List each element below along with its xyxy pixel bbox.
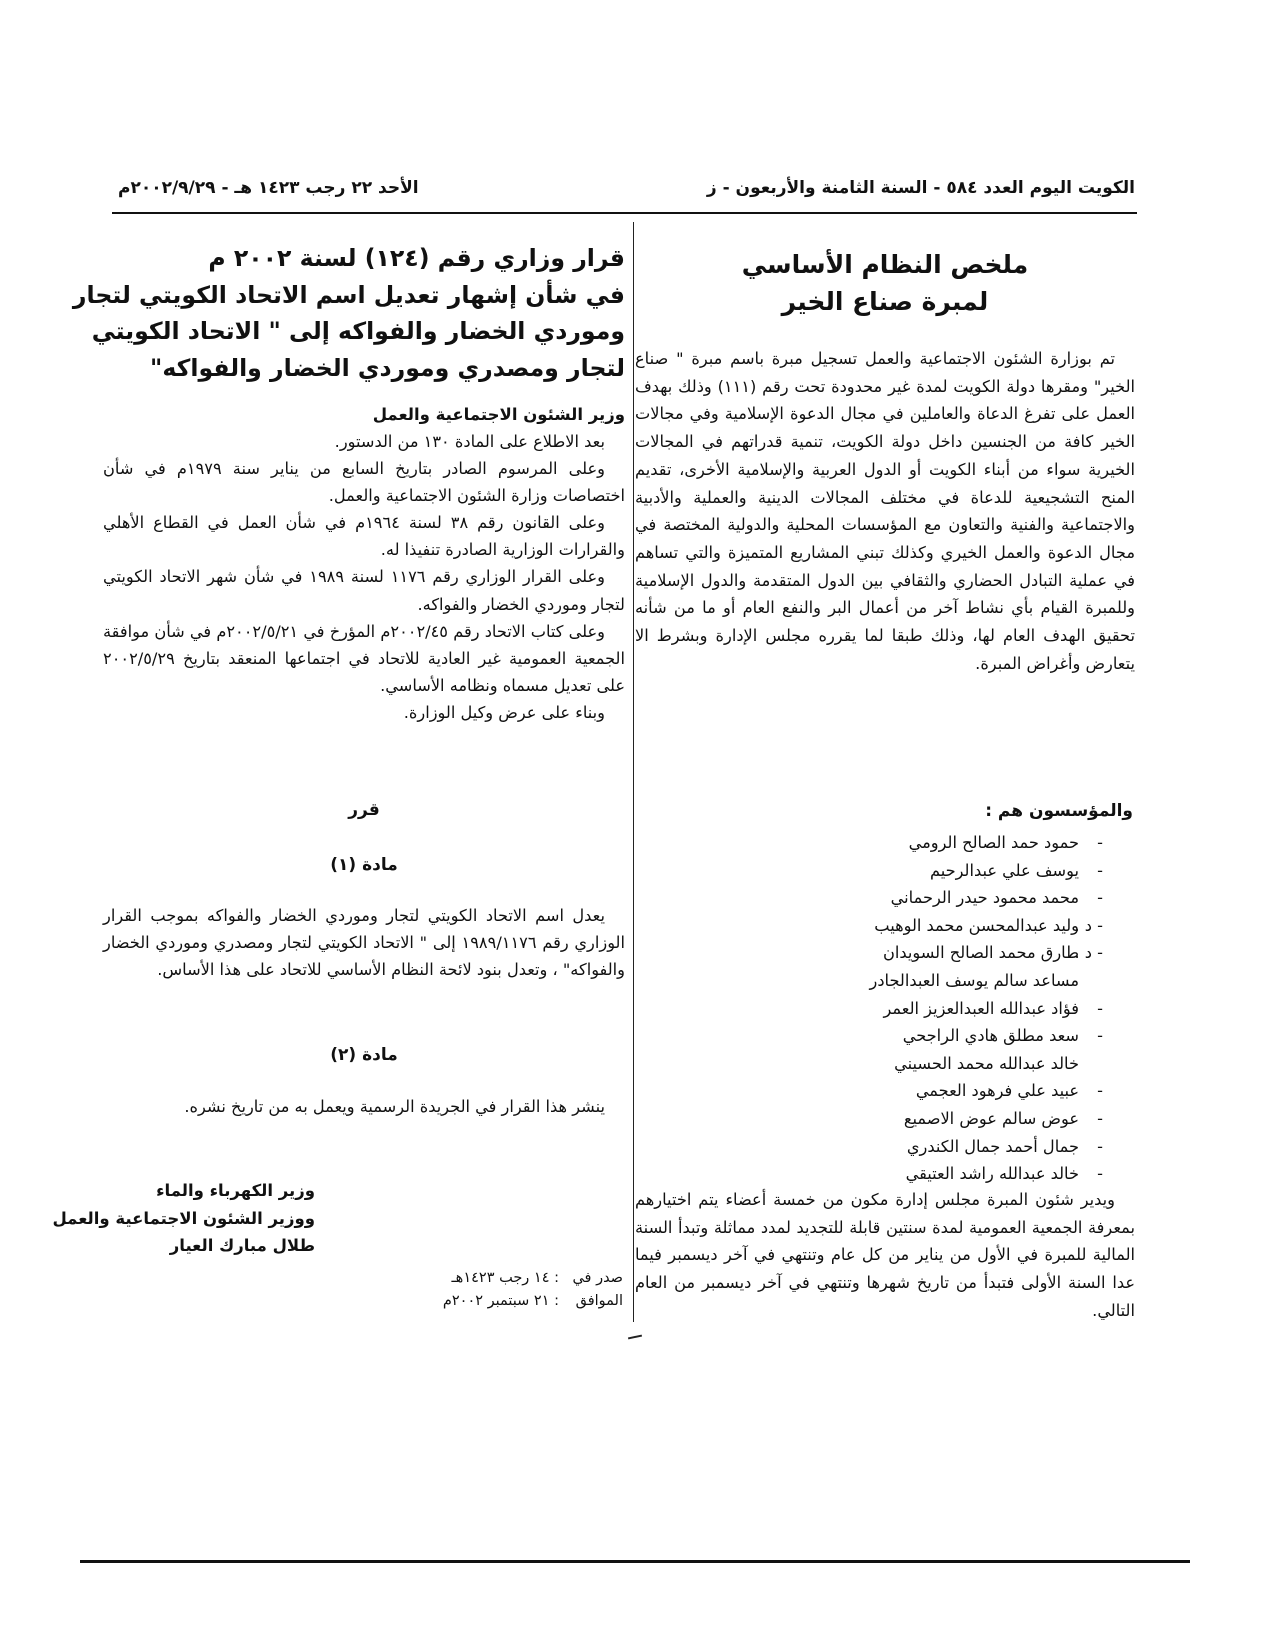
board-paragraph <box>635 1186 1135 1325</box>
preamble-clause: وعلى القانون رقم ٣٨ لسنة ١٩٦٤م في شأن العمل في القطاع الأهلي والقرارات الوزارية الصادرة تنفيذا له. <box>103 513 625 560</box>
issue-date: الأحد ٢٢ رجب ١٤٢٣ هـ - ٢٠٠٢/٩/٢٩م <box>118 178 419 198</box>
article-2-title: مادة (٢) <box>330 1045 398 1065</box>
preamble-clause: وبناء على عرض وكيل الوزارة. <box>403 702 605 722</box>
article-2-text: ينشر هذا القرار في الجريدة الرسمية ويعمل به من تاريخ نشره. <box>184 1097 605 1116</box>
decree-title-line: لتجار ومصدري وموردي الخضار والفواكه" <box>150 353 625 382</box>
list-item: - د .وليد عبدالمحسن محمد الوهيب <box>874 915 1103 935</box>
list-item: -سعد مطلق هادي الراجحي <box>902 1026 1103 1046</box>
column-divider <box>633 222 634 1322</box>
signature-block <box>52 1177 315 1260</box>
corresponding-row: الموافق: ٢١ سبتمبر ٢٠٠٢م <box>442 1293 623 1309</box>
signature-name: طلال مبارك العيار <box>169 1236 315 1255</box>
list-item: مساعد سالم يوسف العبدالجادر <box>869 970 1079 990</box>
header-divider <box>112 212 1137 214</box>
decree-title-line: قرار وزاري رقم (١٢٤) لسنة ٢٠٠٢ م <box>208 244 625 272</box>
list-item: -جمال أحمد جمال الكندري <box>906 1136 1103 1156</box>
preamble-clause: بعد الاطلاع على المادة ١٣٠ من الدستور. <box>334 432 605 451</box>
decree-preamble <box>103 428 625 726</box>
decree-title-line: في شأن إشهار تعديل اسم الاتحاد الكويتي لتجار <box>72 280 625 309</box>
list-item: خالد عبدالله محمد الحسيني <box>894 1053 1079 1073</box>
founders-heading: والمؤسسون هم : <box>985 801 1133 821</box>
summary-title <box>635 246 1135 320</box>
summary-paragraph: تم بوزارة الشئون الاجتماعية والعمل تسجيل مبرة باسم مبرة " صناع الخير" ومقرها دولة الكويت لمدة غير محدودة تحت رقم (١١١) وذلك بهدف العمل على تفرغ الدعاة والعاملين في مجال الدعوة الإسلامية وفي مجالات الخير كافة من الجنسين داخل دولة الكويت، تنمية قدراتهم في المجالات الخيرية سواء من أبناء الكويت أو الدول العربية والإسلامية الأخرى، تقديم المنح التشجيعية للدعاة في مختلف المجالات الدينية والعملية والأدبية والاجتماعية والفنية والتعاون مع المؤسسات المحلية والدولية المختصة في مجال الدعوة والعمل الخيري وكذلك تبني المشاريع المتميزة والتي تساهم في عملية التبادل الحضاري والثقافي بين الدول المتقدمة والدول الإسلامية وللمبرة القيام بأي نشاط آخر من أعمال البر والنفع العام أو ما من شأنه تحقيق الهدف العام لها، وذلك طبقا لما يقرره مجلس الإدارة وبشرط الا يتعارض وأغراض المبرة. <box>635 349 1135 673</box>
list-item: - د .طارق محمد الصالح السويدان <box>882 943 1103 963</box>
article-1-text: يعدل اسم الاتحاد الكويتي لتجار وموردي الخضار والفواكه بموجب القرار الوزاري رقم ١٩٨٩/١١٧٦ إلى " الاتحاد الكويتي لتجار ومصدري وموردي الخضار والفواكه" ، وتعدل بنود لائحة النظام الأساسي للاتحاد على هذا الأساس. <box>103 906 625 980</box>
list-item: -يوسف علي عبدالرحيم <box>929 860 1103 880</box>
decree-title <box>72 240 625 386</box>
article-1-body <box>103 902 625 983</box>
list-item: -خالد عبدالله راشد العتيقي <box>905 1164 1103 1184</box>
list-item: -عبيد علي فرهود العجمي <box>915 1081 1103 1101</box>
article-2-body <box>103 1093 625 1120</box>
list-item: -عوض سالم عوض الاصميع <box>903 1108 1103 1128</box>
preamble-clause: وعلى القرار الوزاري رقم ١١٧٦ لسنة ١٩٨٩ في شأن شهر الاتحاد الكويتي لتجار وموردي الخضار والفواكه. <box>103 567 625 614</box>
issue-dates <box>443 1267 623 1313</box>
summary-title-line1: ملخص النظام الأساسي <box>741 250 1029 279</box>
decree-title-line: وموردي الخضار والفواكه إلى " الاتحاد الكويتي <box>91 317 625 345</box>
board-text: ويدير شئون المبرة مجلس إدارة مكون من خمسة أعضاء يتم اختيارهم بمعرفة الجمعية العمومية لمدة سنتين قابلة للتجديد لمدد مماثلة وتبدأ السنة المالية للمبرة في الأول من يناير من كل عام وتنتهي في آخر ديسمبر فيما عدا السنة الأولى فتبدأ من تاريخ شهرها وتنتهي في آخر ديسمبر من العام التالي. <box>635 1190 1135 1320</box>
footer-divider <box>80 1560 1190 1563</box>
signature-line: وزير الكهرباء والماء <box>156 1181 315 1200</box>
column-divider-mark <box>628 1335 642 1340</box>
founders-list <box>683 829 1103 1188</box>
signature-line: ووزير الشئون الاجتماعية والعمل <box>52 1208 315 1228</box>
summary-body <box>635 345 1135 677</box>
list-item: -محمد محمود حيدر الرحماني <box>890 888 1103 908</box>
preamble-clause: وعلى المرسوم الصادر بتاريخ السابع من يناير سنة ١٩٧٩م في شأن اختصاصات وزارة الشئون الاجتماعية والعمل. <box>103 459 625 506</box>
decided-heading: قرر <box>348 800 380 820</box>
list-item: -حمود حمد الصالح الرومي <box>908 833 1103 852</box>
minister-heading: وزير الشئون الاجتماعية والعمل <box>372 405 625 424</box>
issued-row: صدر في: ١٤ رجب ١٤٢٣هـ <box>451 1270 623 1286</box>
issue-info: الكويت اليوم العدد ٥٨٤ - السنة الثامنة والأربعون - ز <box>706 178 1135 198</box>
list-item: -فؤاد عبدالله العبدالعزيز العمر <box>883 998 1103 1018</box>
article-1-title: مادة (١) <box>330 855 398 875</box>
summary-title-line2: لمبرة صناع الخير <box>781 287 989 316</box>
preamble-clause: وعلى كتاب الاتحاد رقم ٢٠٠٢/٤٥م المؤرخ في ٢٠٠٢/٥/٢١م في شأن موافقة الجمعية العمومية غير العادية للاتحاد في اجتماعها المنعقد بتاريخ ٢٠٠٢/٥/٢٩ على تعديل مسماه ونظامه الأساسي. <box>103 621 625 695</box>
